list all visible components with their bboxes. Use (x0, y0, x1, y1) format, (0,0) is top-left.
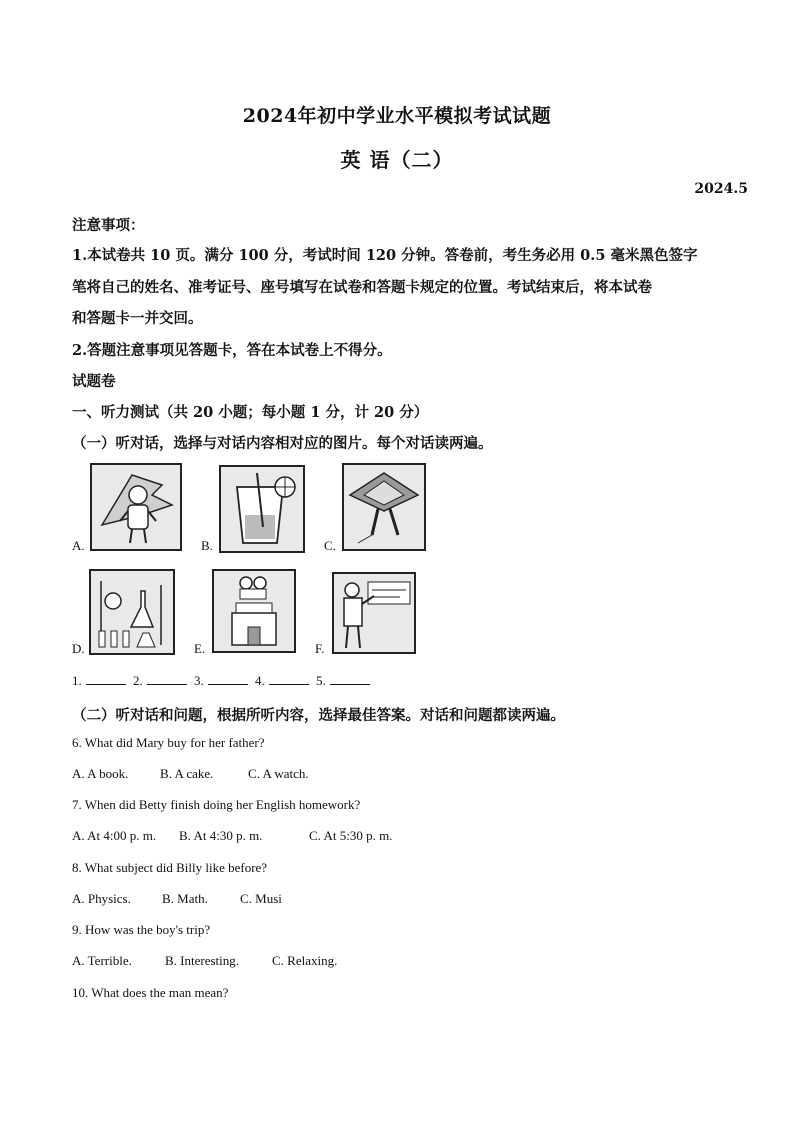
answer-blanks (72, 673, 374, 689)
question-9-option-c: C. Relaxing. (272, 953, 338, 968)
blank-label-5: 5. (316, 673, 326, 688)
notice-heading: 注意事项： (72, 217, 145, 234)
question-8: 8. What subject did Billy like before? (72, 860, 268, 875)
answer-blank-4[interactable] (269, 673, 309, 685)
blank-label-2: 2. (133, 673, 143, 688)
question-6-option-c: C. A watch. (248, 766, 309, 781)
question-10: 10. What does the man mean? (72, 985, 229, 1000)
blank-label-1: 1. (72, 673, 82, 688)
question-8-option-a: A. Physics. (72, 891, 131, 906)
notice-item-1-line-2: 笔将自己的姓名、准考证号、座号填写在试卷和答题卡规定的位置。考试结束后，将本试卷 (72, 279, 652, 296)
part-1-instruction: （一）听对话，选择与对话内容相对应的图片。每个对话读两遍。 (72, 435, 493, 452)
blank-label-3: 3. (194, 673, 204, 688)
picture-label-c: C. (324, 538, 336, 553)
astronaut-icon (90, 463, 182, 551)
question-7: 7. When did Betty finish doing her English homework? (72, 797, 361, 812)
question-6-option-a: A. A book. (72, 766, 129, 781)
answer-blank-2[interactable] (147, 673, 187, 685)
picture-label-d: D. (72, 641, 85, 656)
question-7-option-b: B. At 4:30 p. m. (179, 828, 263, 843)
kite-icon (342, 463, 426, 551)
answer-blank-3[interactable] (208, 673, 248, 685)
exam-subtitle: 英 语（二） (340, 148, 454, 172)
answer-blank-5[interactable] (330, 673, 370, 685)
notice-item-1-line-3: 和答题卡一并交回。 (72, 310, 203, 327)
question-7-option-c: C. At 5:30 p. m. (309, 828, 393, 843)
cinema-icon (212, 569, 296, 653)
answer-blank-1[interactable] (86, 673, 126, 685)
part-2-instruction: （二）听对话和问题，根据所听内容，选择最佳答案。对话和问题都读两遍。 (72, 707, 565, 724)
question-9-option-b: B. Interesting. (165, 953, 240, 968)
lab-equipment-icon (89, 569, 175, 655)
question-9: 9. How was the boy's trip? (72, 922, 211, 937)
question-8-option-b: B. Math. (162, 891, 208, 906)
notice-item-2: 2.答题注意事项见答题卡，答在本试卷上不得分。 (72, 342, 392, 359)
exam-date: 2024.5 (694, 181, 748, 197)
paper-label: 试题卷 (72, 373, 116, 390)
question-6: 6. What did Mary buy for her father? (72, 735, 265, 750)
question-8-option-c: C. Musi (240, 891, 282, 906)
question-6-option-b: B. A cake. (160, 766, 214, 781)
juice-glass-icon (219, 465, 305, 553)
question-7-option-a: A. At 4:00 p. m. (72, 828, 157, 843)
picture-label-b: B. (201, 538, 213, 553)
blank-label-4: 4. (255, 673, 265, 688)
exam-title: 2024年初中学业水平模拟考试试题 (242, 105, 552, 127)
math-teacher-icon (332, 572, 416, 654)
question-9-option-a: A. Terrible. (72, 953, 132, 968)
section-1-heading: 一、听力测试（共 20 小题；每小题 1 分，计 20 分） (72, 404, 429, 421)
notice-item-1-line-1: 1.本试卷共 10 页。满分 100 分，考试时间 120 分钟。答卷前，考生务必用 0.5 毫米黑色签字 (72, 247, 698, 264)
picture-label-e: E. (194, 641, 206, 656)
picture-label-f: F. (315, 641, 325, 656)
picture-label-a: A. (72, 538, 85, 553)
